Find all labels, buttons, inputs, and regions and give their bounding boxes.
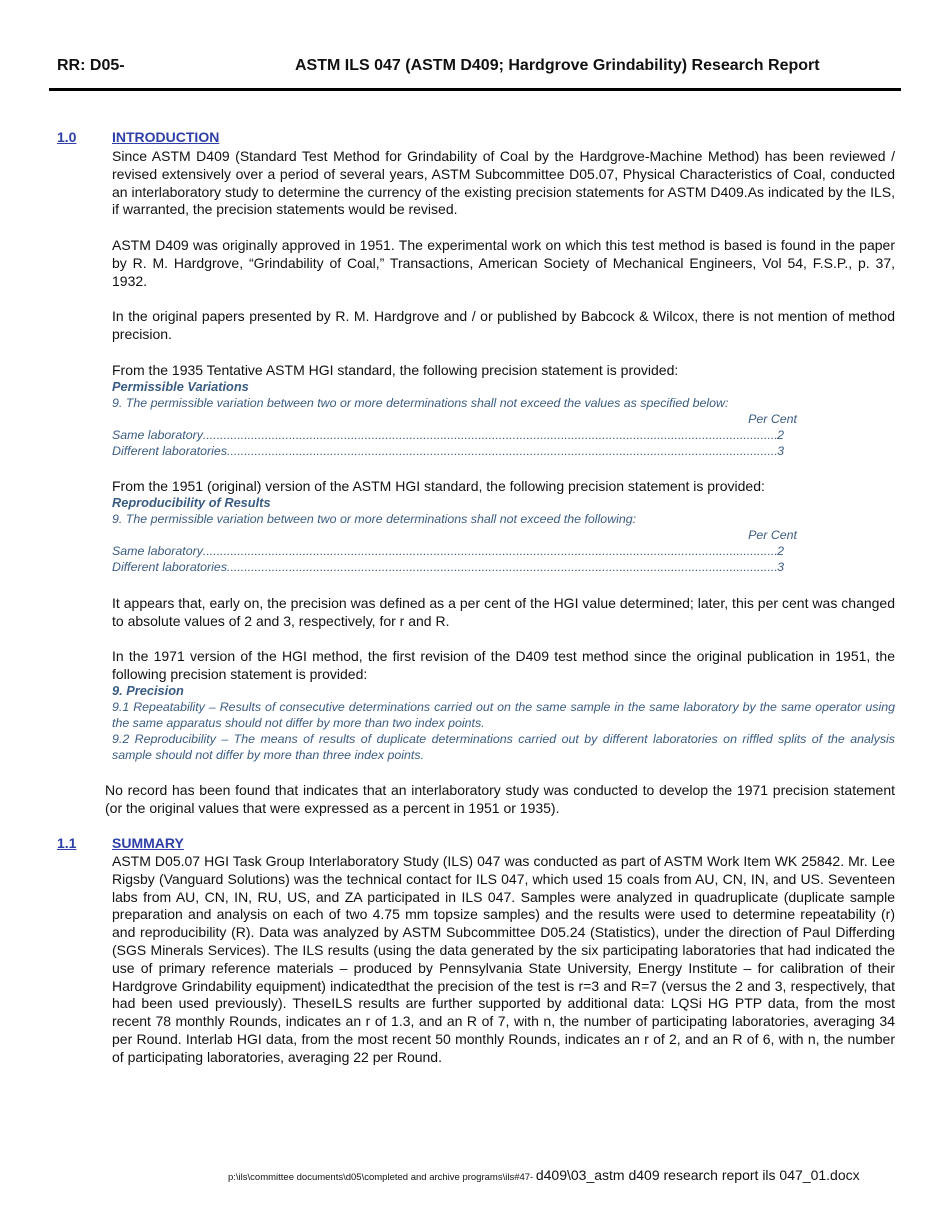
intro-paragraph-1: Since ASTM D409 (Standard Test Method for Grindability of Coal by the Hardgrove-Machine Method) has been reviewed / revised extensively over a period of several years, ASTM Subcommittee D05.07, Physical Characteristics of Coal, conducted an interlaboratory study to determine the currency of the existing precision statements for ASTM D409.As indicated by the ILS, if warranted, the precision statements would be revised.: [112, 148, 895, 218]
quote-1935-standard: [112, 379, 895, 459]
quote-row-different-labs: [112, 559, 784, 575]
quote-row-value: 2: [777, 428, 784, 442]
page-footer: [228, 1167, 860, 1185]
quote-heading: 9. Precision: [112, 683, 184, 698]
intro-paragraph-6: It appears that, early on, the precision was defined as a per cent of the HGI value determined; later, this per cent was changed to absolute values of 2 and 3, respectively, for r and R.: [112, 595, 895, 629]
quote-row-value: 3: [777, 444, 784, 458]
quote-row-same-lab: [112, 427, 784, 443]
report-title: ASTM ILS 047 (ASTM D409; Hardgrove Grindability) Research Report: [295, 57, 820, 74]
quote-row-label: Same laboratory: [112, 544, 203, 558]
section-title-intro: INTRODUCTION: [112, 129, 220, 145]
quote-row-same-lab: [112, 543, 784, 559]
footer-filename: d409\03_astm d409 research report ils 047_01.docx: [535, 1167, 860, 1183]
report-id: RR: D05-: [57, 57, 125, 74]
quote-column-header: Per Cent: [748, 528, 797, 542]
quote-text: 9. The permissible variation between two or more determinations shall not exceed the following:: [112, 512, 637, 526]
section-number-summary: 1.1: [57, 835, 77, 851]
quote-heading: Permissible Variations: [112, 379, 249, 394]
intro-paragraph-2: ASTM D409 was originally approved in 1951. The experimental work on which this test method is based is found in the paper by R. M. Hardgrove, “Grindability of Coal,” Transactions, American Society of Mechanical Engineers, Vol 54, F.S.P., p. 37, 1932.: [112, 237, 895, 289]
intro-paragraph-7: In the 1971 version of the HGI method, the first revision of the D409 test method since the original publication in 1951, the following precision statement is provided:: [112, 648, 895, 682]
quote-text: 9. The permissible variation between two or more determinations shall not exceed the values as specified below:: [112, 396, 729, 410]
quote-row-value: 2: [777, 544, 784, 558]
quote-heading: Reproducibility of Results: [112, 495, 271, 510]
quote-row-label: Different laboratories: [112, 444, 228, 458]
quote-repeatability: 9.1 Repeatability – Results of consecutive determinations carried out on the same sample in the same laboratory by the same operator using the same apparatus should not differ by more than two index points.: [112, 700, 895, 730]
summary-paragraph: ASTM D05.07 HGI Task Group Interlaboratory Study (ILS) 047 was conducted as part of ASTM Work Item WK 25842. Mr. Lee Rigsby (Vanguard Solutions) was the technical contact for ILS 047, which used 15 coals from AU, CN, IN, and US. Seventeen labs from AU, CN, IN, RU, US, and ZA participated in ILS 047. Samples were analyzed in quadruplicate (duplicate sample preparation and analysis on each of two 4.75 mm topsize samples) and the results were used to determine repeatability (r) and reproducibility (R). Data was analyzed by ASTM Subcommittee D05.24 (Statistics), under the direction of Paul Differding (SGS Minerals Services). The ILS results (using the data generated by the six participating laboratories that had indicated the use of primary reference materials – produced by Pennsylvania State University, Energy Institute – for calibration of their Hardgrove Grindability equipment) indicatedthat the precision of the test is r=3 and R=7 (versus the 2 and 3, respectively, that had been used previously). TheseILS results are further supported by additional data: LQSi HG PTP data, from the most recent 78 monthly Rounds, indicates an r of 1.3, and an R of 7, with n, the number of participating laboratories, averaging 34 per Round. Interlab HGI data, from the most recent 50 monthly Rounds, indicates an r of 2, and an R of 6, with n, the number of participating laboratories, averaging 22 per Round.: [112, 853, 895, 1065]
quote-reproducibility: 9.2 Reproducibility – The means of results of duplicate determinations carried out by different laboratories on riffled splits of the analysis sample should not differ by more than three index points.: [112, 732, 895, 762]
quote-row-label: Different laboratories: [112, 560, 228, 574]
intro-paragraph-4: From the 1935 Tentative ASTM HGI standard, the following precision statement is provided:: [112, 362, 679, 378]
quote-row-value: 3: [777, 560, 784, 574]
quote-1971-standard: [112, 683, 895, 763]
section-number-intro: 1.0: [57, 129, 77, 145]
section-title-summary: SUMMARY: [112, 835, 184, 851]
quote-column-header: Per Cent: [748, 412, 797, 426]
intro-paragraph-3: In the original papers presented by R. M. Hardgrove and / or published by Babcock & Wilcox, there is not mention of method precision.: [112, 308, 895, 342]
intro-paragraph-8: No record has been found that indicates that an interlaboratory study was conducted to develop the 1971 precision statement (or the original values that were expressed as a percent in 1951 or 1935).: [105, 782, 895, 816]
quote-1951-standard: [112, 495, 895, 575]
intro-paragraph-5: From the 1951 (original) version of the ASTM HGI standard, the following precision statement is provided:: [112, 478, 765, 494]
quote-row-label: Same laboratory: [112, 428, 203, 442]
footer-path: p:\ils\committee documents\d05\completed and archive programs\ils#47-: [228, 1172, 536, 1183]
header-divider: [49, 88, 901, 91]
quote-row-different-labs: [112, 443, 784, 459]
